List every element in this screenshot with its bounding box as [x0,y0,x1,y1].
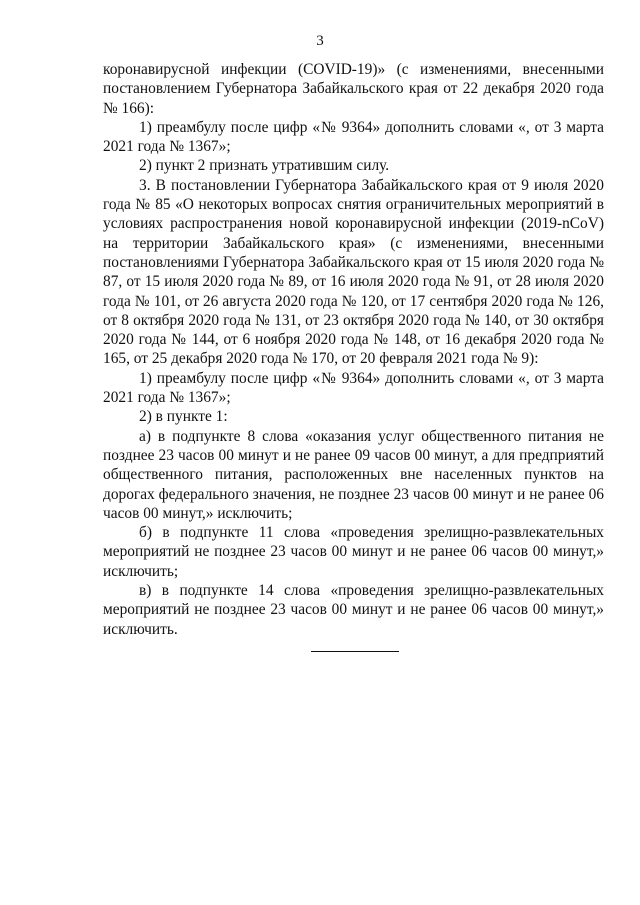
paragraph-subitem-v: в) в подпункте 14 слова «проведения зрелищно-развлекательных мероприятий не позднее 23 часов 00 минут и не ранее 06 часов 00 минут,» исключить. [103,582,604,638]
paragraph-subitem-a: а) в подпункте 8 слова «оказания услуг общественного питания не позднее 23 часов 00 минут и не ранее 09 часов 00 минут, а для предприятий общественного питания, расположенных вне населенных пунктов на дорогах федерального значения, не позднее 23 часов 00 минут и не ранее 06 часов 00 минут,» исключить; [103,427,604,522]
document-body [103,60,604,639]
end-of-document-line [311,651,399,652]
paragraph-section-3: 3. В постановлении Губернатора Забайкальского края от 9 июля 2020 года № 85 «О некоторых вопросах снятия ограничительных мероприятий в условиях распространения новой коронавирусной инфекции (2019-nCoV) на территории Забайкальского края» (с изменениями, внесенными постановлениями Губернатора Забайкальского края от 15 июля 2020 года № 87, от 15 июля 2020 года № 89, от 16 июля 2020 года № 91, от 28 июля 2020 года № 101, от 26 августа 2020 года № 120, от 17 сентября 2020 года № 126, от 8 октября 2020 года № 131, от 23 октября 2020 года № 140, от 30 октября 2020 года № 144, от 6 ноября 2020 года № 148, от 16 декабря 2020 года № 165, от 25 декабря 2020 года № 170, от 20 февраля 2021 года № 9): [103,176,604,368]
paragraph-section-3-item-2: 2) в пункте 1: [139,408,228,426]
paragraph-item-1-preamble: 1) преамбулу после цифр «№ 9364» дополнить словами «, от 3 марта 2021 года № 1367»; [103,118,604,156]
paragraph-item-2-repeal: 2) пункт 2 признать утратившим силу. [139,157,390,175]
paragraph-subitem-b: б) в подпункте 11 слова «проведения зрелищно-развлекательных мероприятий не позднее 23 часов 00 минут и не ранее 06 часов 00 минут,» исключить; [103,524,604,580]
paragraph-continuation: коронавирусной инфекции (COVID-19)» (с изменениями, внесенными постановлением Губернатора Забайкальского края от 22 декабря 2020 года № 166): [103,61,604,117]
page-number: 3 [316,33,324,49]
paragraph-section-3-item-1: 1) преамбулу после цифр «№ 9364» дополнить словами «, от 3 марта 2021 года № 1367»; [103,369,604,407]
